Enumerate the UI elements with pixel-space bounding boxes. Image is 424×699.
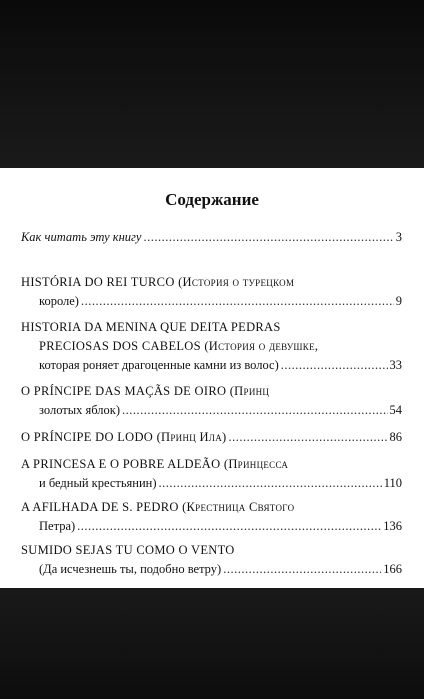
toc-entry-title: HISTÓRIA DO REI TURCO (История о турецком <box>21 275 295 289</box>
dark-bottom-band <box>0 585 424 699</box>
toc-entry-rei-turco[interactable] <box>21 273 402 311</box>
toc-entry-title-cont: золотых яблок) <box>39 403 121 417</box>
toc-entry-title: A AFILHADA DE S. PEDRO (Крестница Святого <box>21 500 295 514</box>
toc-page-number: 54 <box>389 403 402 417</box>
toc-entry-title-cont: которая роняет драгоценные камни из волос) <box>39 358 279 372</box>
dot-leader <box>281 356 388 375</box>
toc-page-number: 9 <box>395 294 402 308</box>
toc-entry-title: SUMIDO SEJAS TU COMO O VENTO <box>21 543 235 557</box>
dark-top-band <box>0 0 424 170</box>
toc-entry-menina[interactable] <box>21 318 402 375</box>
toc-entry-title: O PRÍNCIPE DO LODO (Принц Ила) <box>21 430 227 444</box>
contents-page <box>0 168 424 588</box>
dot-leader <box>223 560 381 579</box>
toc-entry-title: Как читать эту книгу <box>21 230 142 244</box>
dot-leader <box>159 474 382 493</box>
toc-entry-how-to-read[interactable] <box>21 228 402 247</box>
toc-entry-afilhada[interactable] <box>21 498 402 536</box>
toc-entry-title-cont: и бедный крестьянин) <box>39 476 157 490</box>
toc-page-number: 86 <box>389 430 402 444</box>
dot-leader <box>143 228 393 247</box>
toc-page-number: 110 <box>383 476 402 490</box>
toc-entry-title: A PRINCESA E O POBRE ALDEÃO (Принцесса <box>21 457 289 471</box>
toc-entry-macas-de-oiro[interactable] <box>21 382 402 420</box>
dot-leader <box>228 428 387 447</box>
toc-entry-title: HISTORIA DA MENINA QUE DEITA PEDRAS <box>21 320 281 334</box>
toc-page-number: 166 <box>383 562 402 576</box>
dot-leader <box>122 401 387 420</box>
dot-leader <box>81 292 394 311</box>
toc-page-number: 3 <box>395 230 402 244</box>
toc-page-number: 136 <box>383 519 402 533</box>
toc-entry-principe-do-lodo[interactable] <box>21 428 402 447</box>
toc-entry-title-cont: (Да исчезнешь ты, подобно ветру) <box>39 562 222 576</box>
toc-entry-title-cont: короле) <box>39 294 79 308</box>
toc-entry-sumido[interactable] <box>21 541 402 579</box>
toc-page-number: 33 <box>389 358 402 372</box>
toc-entry-title-cont: PRECIOSAS DOS CABELOS (История о девушке, <box>39 339 319 353</box>
dot-leader <box>77 517 381 536</box>
toc-entry-title-cont: Петра) <box>39 519 76 533</box>
toc-entry-princesa-aldeao[interactable] <box>21 455 402 493</box>
page-title: Содержание <box>165 190 259 209</box>
toc-entry-title: O PRÍNCIPE DAS MAÇÃS DE OIRO (Принц <box>21 384 270 398</box>
